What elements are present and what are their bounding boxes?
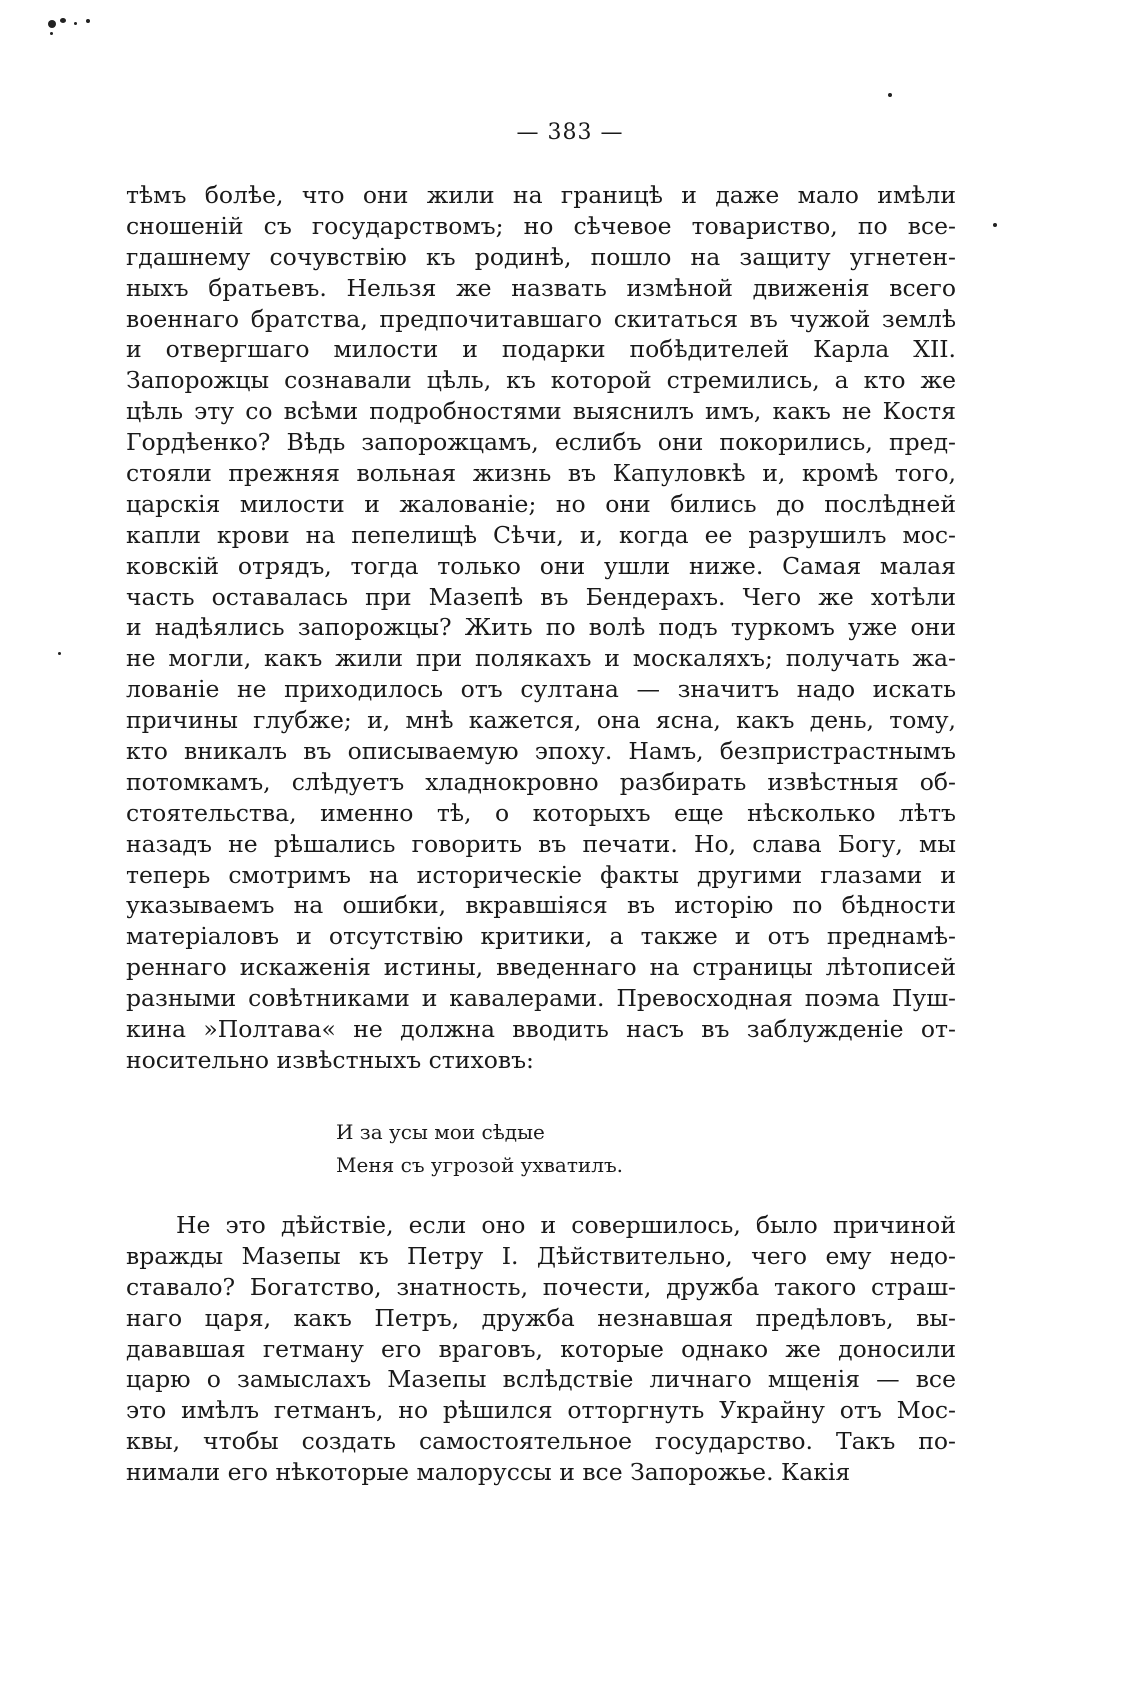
scan-speck	[48, 20, 56, 28]
text-line: носительно извѣстныхъ стиховъ:	[126, 1045, 534, 1074]
paragraph-1	[126, 180, 956, 1076]
text-line: лованіе не приходилось отъ султана — значитъ надо искать	[126, 675, 956, 704]
text-line: не могли, какъ жили при полякахъ и москаляхъ; получать жа-	[126, 644, 956, 673]
text-line: указываемъ на ошибки, вкравшіяся въ исторію по бѣдности	[126, 891, 956, 920]
text-line: стояли прежняя вольная жизнь въ Капуловкѣ и, кромѣ того,	[126, 459, 956, 488]
text-line: цѣль эту со всѣми подробностями выяснилъ имъ, какъ не Костя	[126, 397, 956, 426]
text-line: причины глубже; и, мнѣ кажется, она ясна, какъ день, тому,	[126, 706, 956, 735]
text-line: часть оставалась при Мазепѣ въ Бендерахъ. Чего же хотѣли	[126, 582, 956, 611]
paragraph-2	[126, 1210, 956, 1488]
text-line: вражды Мазепы къ Петру I. Дѣйствительно, чего ему недо-	[126, 1241, 956, 1270]
scan-speck	[86, 19, 90, 23]
text-line: царю о замыслахъ Мазепы вслѣдствіе личнаго мщенія — все	[126, 1365, 956, 1394]
text-line: нимали его нѣкоторые малоруссы и все Запорожье. Какія	[126, 1458, 851, 1487]
text-line: царскія милости и жалованіе; но они бились до послѣдней	[126, 489, 956, 518]
scan-speck	[60, 18, 66, 23]
scan-speck	[74, 22, 77, 25]
text-line: гдашнему сочувствію къ родинѣ, пошло на защиту угнетен-	[126, 242, 956, 271]
text-line: дававшая гетману его враговъ, которые однако же доносили	[126, 1334, 956, 1363]
text-line: стоятельства, именно тѣ, о которыхъ еще нѣсколько лѣтъ	[126, 798, 956, 827]
text-line: Запорожцы сознавали цѣль, къ которой стремились, а кто же	[126, 366, 956, 395]
text-line: военнаго братства, предпочитавшаго скитаться въ чужой землѣ	[126, 304, 956, 333]
scan-speck	[993, 223, 997, 227]
text-line: матеріаловъ и отсутствію критики, а также и отъ преднамѣ-	[126, 922, 956, 951]
page-number: — 383 —	[516, 120, 624, 145]
text-line: кина »Полтава« не должна вводить насъ въ заблужденіе от-	[126, 1015, 956, 1044]
text-line: ныхъ братьевъ. Нельзя же назвать измѣной движенія всего	[126, 273, 956, 302]
scan-speck	[888, 93, 892, 97]
text-line: разными совѣтниками и кавалерами. Превосходная поэма Пуш-	[126, 984, 956, 1013]
text-line: ставало? Богатство, знатность, почести, дружба такого страш-	[126, 1272, 956, 1301]
text-line: назадъ не рѣшались говорить въ печати. Но, слава Богу, мы	[126, 829, 956, 858]
verse-quote	[336, 1116, 623, 1182]
scan-speck	[58, 652, 61, 655]
text-line: тѣмъ болѣе, что они жили на границѣ и даже мало имѣли	[126, 181, 956, 209]
text-line: это имѣлъ гетманъ, но рѣшился отторгнуть Украйну отъ Мос-	[126, 1396, 956, 1425]
text-line: сношеній съ государствомъ; но сѣчевое товариство, по все-	[126, 211, 956, 240]
text-line: ковскій отрядъ, тогда только они ушли ниже. Самая малая	[126, 551, 956, 580]
text-line: квы, чтобы создать самостоятельное государство. Такъ по-	[126, 1427, 956, 1456]
scan-speck	[50, 32, 53, 35]
text-line: и отвергшаго милости и подарки побѣдителей Карла XII.	[126, 335, 956, 364]
text-line: наго царя, какъ Петръ, дружба незнавшая предѣловъ, вы-	[126, 1303, 956, 1332]
text-line: теперь смотримъ на историческіе факты другими глазами и	[126, 860, 956, 889]
verse-line: Меня съ угрозой ухватилъ.	[336, 1153, 624, 1177]
text-line: кто вникалъ въ описываемую эпоху. Намъ, безпристрастнымъ	[126, 737, 956, 766]
text-line: и надѣялись запорожцы? Жить по волѣ подъ туркомъ уже они	[126, 613, 956, 642]
text-line: капли крови на пепелищѣ Сѣчи, и, когда ее разрушилъ мос-	[126, 520, 956, 549]
text-line: Гордѣенко? Вѣдь запорожцамъ, еслибъ они покорились, пред-	[126, 428, 956, 457]
text-line: реннаго искаженія истины, введеннаго на страницы лѣтописей	[126, 953, 956, 982]
text-line: Не это дѣйствіе, если оно и совершилось, было причиной	[176, 1211, 956, 1239]
verse-line: И за усы мои сѣдые	[336, 1120, 545, 1144]
text-line: потомкамъ, слѣдуетъ хладнокровно разбирать извѣстныя об-	[126, 767, 956, 796]
